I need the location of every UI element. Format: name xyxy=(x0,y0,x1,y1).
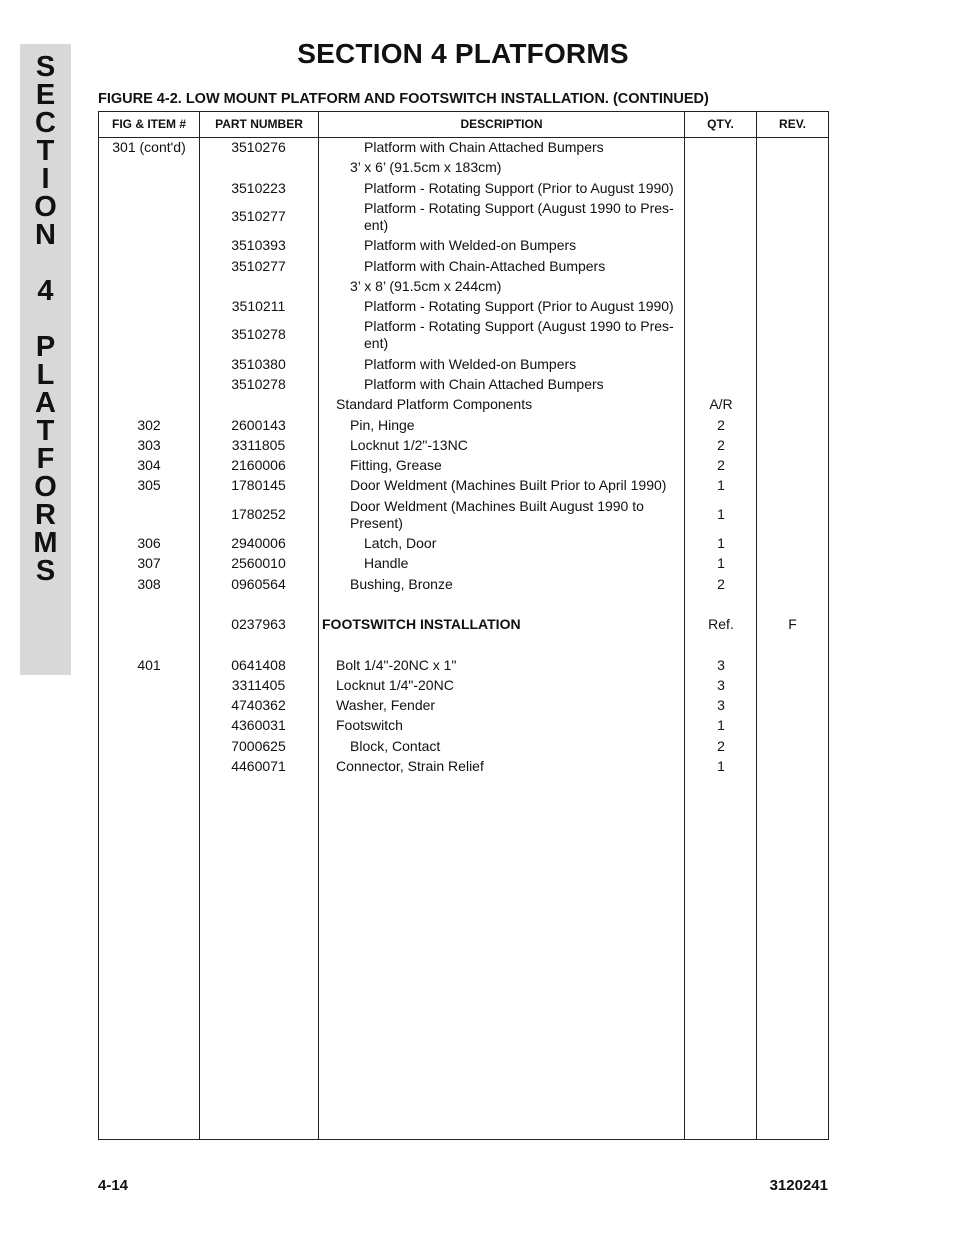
cell-description xyxy=(350,437,468,454)
side-tab-letter: S xyxy=(35,555,56,587)
header-divider xyxy=(99,137,828,138)
cell-part-number: 3510276 xyxy=(231,139,286,155)
description-line: Block, Contact xyxy=(350,738,441,754)
cell-fig-item: 307 xyxy=(137,555,161,571)
description-line: Platform - Rotating Support (August 1990 to Pres- xyxy=(364,318,674,334)
cell-part-number: 4360031 xyxy=(231,717,286,733)
cell-part-number: 2560010 xyxy=(231,555,286,571)
side-tab-letter: I xyxy=(41,163,50,195)
cell-description xyxy=(350,417,415,434)
section-side-tab xyxy=(20,44,71,675)
cell-qty: A/R xyxy=(709,396,733,412)
cell-description xyxy=(322,616,521,633)
cell-part-number: 1780145 xyxy=(231,477,286,493)
cell-part-number: 0641408 xyxy=(231,657,286,673)
description-line: Connector, Strain Relief xyxy=(336,758,484,774)
cell-qty: 1 xyxy=(717,535,725,551)
cell-qty: 2 xyxy=(717,417,725,433)
cell-fig-item: 308 xyxy=(137,576,161,592)
cell-fig-item: 302 xyxy=(137,417,161,433)
side-tab-letter: C xyxy=(35,107,56,139)
cell-part-number: 3510223 xyxy=(231,180,286,196)
description-line-continued: ent) xyxy=(364,335,389,351)
cell-fig-item: 305 xyxy=(137,477,161,493)
column-divider xyxy=(684,112,685,1139)
cell-qty: 3 xyxy=(717,697,725,713)
description-line: Platform with Chain Attached Bumpers xyxy=(364,139,604,155)
cell-description xyxy=(336,677,454,694)
cell-description xyxy=(364,200,674,234)
description-line: Locknut 1/2"-13NC xyxy=(350,437,468,453)
description-line: Standard Platform Components xyxy=(336,396,533,412)
cell-part-number: 3510380 xyxy=(231,356,286,372)
description-line: Platform with Welded-on Bumpers xyxy=(364,237,577,253)
description-line: Bolt 1/4"-20NC x 1" xyxy=(336,657,457,673)
side-tab-letter: F xyxy=(36,443,55,475)
cell-part-number: 3510277 xyxy=(231,208,286,224)
cell-description xyxy=(350,159,501,176)
description-line: 3’ x 6’ (91.5cm x 183cm) xyxy=(350,159,502,175)
cell-part-number: 3510393 xyxy=(231,237,286,253)
cell-description xyxy=(350,477,666,494)
side-tab-letter: P xyxy=(35,331,56,363)
cell-part-number: 7000625 xyxy=(231,738,286,754)
cell-part-number: 1780252 xyxy=(231,506,286,522)
side-tab-letter: 4 xyxy=(37,275,54,307)
description-line: FOOTSWITCH INSTALLATION xyxy=(322,616,521,632)
description-line: Bushing, Bronze xyxy=(350,576,453,592)
cell-description xyxy=(350,738,440,755)
side-tab-letter: A xyxy=(35,387,56,419)
side-tab-letter xyxy=(20,305,71,333)
cell-description xyxy=(350,457,442,474)
cell-description xyxy=(336,396,532,413)
description-line: Platform - Rotating Support (Prior to August 1990) xyxy=(364,298,674,314)
cell-description xyxy=(336,758,484,775)
header-fig-item: FIG & ITEM # xyxy=(111,117,186,131)
side-tab-letter: O xyxy=(34,471,57,503)
cell-qty: 2 xyxy=(717,437,725,453)
description-line: Platform - Rotating Support (August 1990 to Pres- xyxy=(364,200,674,216)
cell-description xyxy=(336,717,403,734)
side-tab-letter: N xyxy=(35,219,56,251)
cell-description xyxy=(350,498,644,532)
cell-description xyxy=(364,139,604,156)
header-description: DESCRIPTION xyxy=(460,117,543,131)
cell-qty: 1 xyxy=(717,477,725,493)
header-part-number: PART NUMBER xyxy=(215,117,303,131)
cell-part-number: 3510278 xyxy=(231,376,286,392)
cell-qty: 2 xyxy=(717,457,725,473)
cell-part-number: 4740362 xyxy=(231,697,286,713)
description-line: 3’ x 8’ (91.5cm x 244cm) xyxy=(350,278,502,294)
description-line: Footswitch xyxy=(336,717,403,733)
side-tab-letter: T xyxy=(36,415,55,447)
cell-fig-item: 304 xyxy=(137,457,161,473)
side-tab-letter: M xyxy=(33,527,58,559)
document-number: 3120241 xyxy=(769,1177,828,1194)
cell-qty: 1 xyxy=(717,506,725,522)
cell-part-number: 2940006 xyxy=(231,535,286,551)
cell-description xyxy=(364,237,576,254)
description-line-continued: ent) xyxy=(364,217,389,233)
column-divider xyxy=(318,112,319,1139)
description-line: Locknut 1/4"-20NC xyxy=(336,677,454,693)
cell-part-number: 2600143 xyxy=(231,417,286,433)
side-tab-letter: S xyxy=(35,51,56,83)
description-line: Platform - Rotating Support (Prior to August 1990) xyxy=(364,180,674,196)
description-line: Handle xyxy=(364,555,409,571)
side-tab-letter xyxy=(20,249,71,277)
cell-qty: 2 xyxy=(717,576,725,592)
page-title: SECTION 4 PLATFORMS xyxy=(297,38,629,69)
cell-qty: 3 xyxy=(717,677,725,693)
cell-description xyxy=(364,376,604,393)
description-line: Platform with Welded-on Bumpers xyxy=(364,356,577,372)
parts-table xyxy=(98,111,829,1140)
description-line: Door Weldment (Machines Built August 1990 to xyxy=(350,498,644,514)
cell-qty: 1 xyxy=(717,555,725,571)
side-tab-letter: T xyxy=(36,135,55,167)
cell-part-number: 3311805 xyxy=(231,437,286,453)
cell-description xyxy=(364,356,576,373)
side-tab-letters xyxy=(20,53,71,585)
page-number: 4-14 xyxy=(98,1177,129,1194)
description-line: Door Weldment (Machines Built Prior to April 1990) xyxy=(350,477,667,493)
cell-description xyxy=(336,657,456,674)
cell-description xyxy=(364,180,674,197)
cell-qty: 1 xyxy=(717,717,725,733)
cell-part-number: 3311405 xyxy=(231,677,286,693)
description-line: Platform with Chain-Attached Bumpers xyxy=(364,258,606,274)
cell-qty: 1 xyxy=(717,758,725,774)
cell-qty: 3 xyxy=(717,657,725,673)
side-tab-letter: L xyxy=(36,359,55,391)
cell-qty: 2 xyxy=(717,738,725,754)
cell-part-number: 0237963 xyxy=(231,616,286,632)
cell-fig-item: 401 xyxy=(137,657,161,673)
description-line: Fitting, Grease xyxy=(350,457,442,473)
cell-part-number: 2160006 xyxy=(231,457,286,473)
cell-fig-item: 301 (cont'd) xyxy=(112,139,186,155)
figure-title: FIGURE 4-2. LOW MOUNT PLATFORM AND FOOTSWITCH INSTALLATION. (CONTINUED) xyxy=(98,91,709,107)
header-rev: REV. xyxy=(779,117,806,131)
description-line: Pin, Hinge xyxy=(350,417,415,433)
cell-description xyxy=(364,318,674,352)
cell-part-number: 3510278 xyxy=(231,326,286,342)
cell-description xyxy=(364,258,605,275)
cell-fig-item: 303 xyxy=(137,437,161,453)
cell-description xyxy=(364,555,408,572)
cell-description xyxy=(350,278,501,295)
cell-part-number: 0960564 xyxy=(231,576,286,592)
description-line: Latch, Door xyxy=(364,535,437,551)
cell-fig-item: 306 xyxy=(137,535,161,551)
side-tab-letter: E xyxy=(35,79,56,111)
cell-description xyxy=(364,298,674,315)
side-tab-letter: O xyxy=(34,191,57,223)
header-qty: QTY. xyxy=(707,117,734,131)
cell-part-number: 4460071 xyxy=(231,758,286,774)
side-tab-letter: R xyxy=(35,499,56,531)
cell-part-number: 3510211 xyxy=(231,298,286,314)
cell-description xyxy=(336,697,435,714)
description-line: Platform with Chain Attached Bumpers xyxy=(364,376,604,392)
cell-part-number: 3510277 xyxy=(231,258,286,274)
cell-description xyxy=(350,576,453,593)
cell-qty: Ref. xyxy=(708,616,734,632)
cell-description xyxy=(364,535,436,552)
description-line-continued: Present) xyxy=(350,515,403,531)
description-line: Washer, Fender xyxy=(336,697,436,713)
cell-rev: F xyxy=(788,616,797,632)
